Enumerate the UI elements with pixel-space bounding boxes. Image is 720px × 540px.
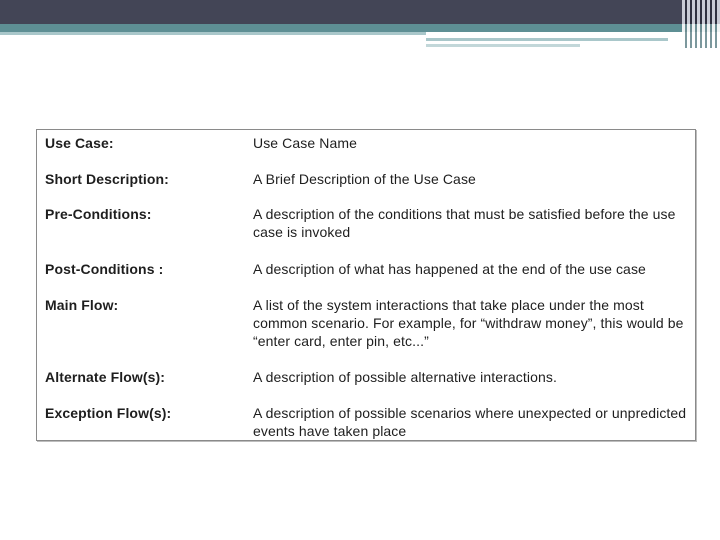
row-value: A description of possible alternative interactions. bbox=[253, 369, 557, 385]
row-value: A Brief Description of the Use Case bbox=[253, 171, 476, 187]
row-label: Pre-Conditions: bbox=[45, 206, 152, 222]
row-value: A description of the conditions that must be satisfied before the use case is invoked bbox=[253, 206, 676, 240]
decorative-stripes bbox=[682, 0, 720, 24]
row-value: A list of the system interactions that take place under the most common scenario. For example, for “withdraw money”, this would be “enter card, enter pin, etc...” bbox=[253, 297, 684, 349]
header-accent-bar bbox=[0, 24, 720, 32]
row-label: Use Case: bbox=[45, 135, 114, 151]
accent-line bbox=[426, 38, 668, 41]
accent-line bbox=[426, 44, 580, 47]
accent-line bbox=[0, 32, 426, 35]
row-label: Exception Flow(s): bbox=[45, 405, 172, 421]
use-case-template-table bbox=[36, 129, 696, 441]
row-label: Post-Conditions : bbox=[45, 261, 164, 277]
row-label: Short Description: bbox=[45, 171, 169, 187]
header-bar bbox=[0, 0, 720, 24]
row-value: A description of possible scenarios where unexpected or unpredicted events have taken place bbox=[253, 405, 687, 439]
row-label: Alternate Flow(s): bbox=[45, 369, 166, 385]
row-label: Main Flow: bbox=[45, 297, 119, 313]
row-value: Use Case Name bbox=[253, 135, 358, 151]
row-value: A description of what has happened at the end of the use case bbox=[253, 261, 646, 277]
